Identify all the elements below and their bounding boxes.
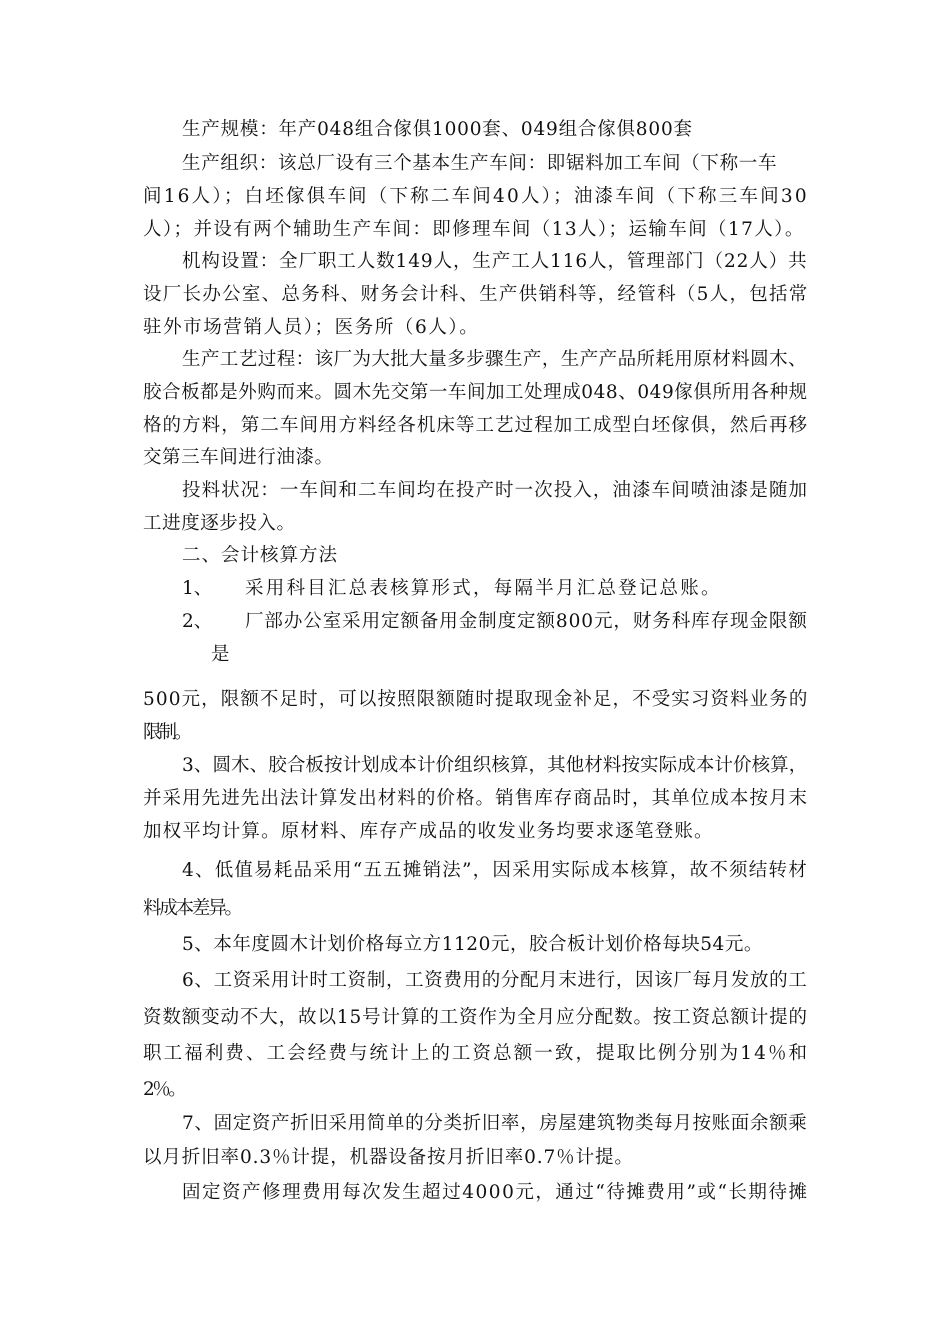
text-line: 间16人）；白坯傢俱车间（下称二车间40人）；油漆车间（下称三车间30 [143, 186, 809, 207]
text-line: 投料状况：一车间和二车间均在投产时一次投入，油漆车间喷油漆是随加 [182, 480, 809, 501]
text-line: 7、固定资产折旧采用简单的分类折旧率，房屋建筑物类每月按账面余额乘 [182, 1113, 808, 1134]
text-line: 驻外市场营销人员）；医务所（6人）。 [143, 317, 480, 338]
text-line: 厂部办公室采用定额备用金制度定额800元，财务科库存现金限额 [245, 611, 808, 632]
text-line: 固定资产修理费用每次发生超过4000元，通过“待摊费用”或“长期待摊 [182, 1182, 809, 1203]
text-line: 胶合板都是外购而来。圆木先交第一车间加工处理成048、049傢俱所用各种规 [143, 382, 808, 403]
text-line: 加权平均计算。原材料、库存产成品的收发业务均要求逐笔登账。 [143, 821, 714, 842]
text-line: 资数额变动不大，故以15号计算的工资作为全月应分配数。按工资总额计提的 [143, 1007, 808, 1028]
text-line: 人）；并设有两个辅助生产车间：即修理车间（13人）；运输车间（17人）。 [143, 219, 805, 240]
text-line: 交第三车间进行油漆。 [143, 447, 334, 468]
text-line: 生产工艺过程：该厂为大批大量多步骤生产，生产产品所耗用原材料圆木、 [182, 349, 807, 370]
text-line: 5、本年度圆木计划价格每立方1120元，胶合板计划价格每块54元。 [182, 934, 763, 955]
text-line: 并采用先进先出法计算发出材料的价格。销售库存商品时，其单位成本按月末 [143, 788, 809, 809]
text-line: 是 [211, 644, 230, 665]
text-line: 4、低值易耗品采用“五五摊销法”，因采用实际成本核算，故不须结转材 [182, 860, 808, 881]
text-line: 采用科目汇总表核算形式，每隔半月汇总登记总账。 [245, 578, 722, 599]
text-line: 生产组织：该总厂设有三个基本生产车间：即锯料加工车间（下称一车 [182, 153, 778, 174]
text-line: 2％。 [143, 1079, 185, 1100]
text-line: 3、圆木、胶合板按计划成本计价组织核算，其他材料按实际成本计价核算， [182, 755, 808, 776]
text-line: 职工福利费、工会经费与统计上的工资总额一致，提取比例分别为14％和 [143, 1043, 810, 1064]
text-line: 设厂长办公室、总务科、财务会计科、生产供销科等，经管科（5人，包括常 [143, 284, 809, 305]
text-line: 工进度逐步投入。 [143, 513, 296, 534]
list-marker: 2、 [182, 611, 213, 632]
list-marker: 1、 [182, 578, 213, 599]
text-line: 格的方料，第二车间用方料经各机床等工艺过程加工成型白坯傢俱，然后再移 [143, 415, 809, 436]
text-line: 料成本差异。 [143, 898, 241, 919]
text-line: 生产规模：年产048组合傢俱1000套、049组合傢俱800套 [182, 119, 693, 140]
text-line: 500元，限额不足时，可以按照限额随时提取现金补足，不受实习资料业务的 [143, 689, 809, 710]
text-line: 限制。 [143, 722, 190, 743]
section-heading: 二、会计核算方法 [182, 545, 339, 566]
text-line: 机构设置：全厂职工人数149人，生产工人116人，管理部门（22人）共 [182, 251, 808, 272]
text-line: 6、工资采用计时工资制，工资费用的分配月末进行，因该厂每月发放的工 [182, 970, 808, 991]
text-line: 以月折旧率0.3％计提，机器设备按月折旧率0.7％计提。 [143, 1147, 634, 1168]
